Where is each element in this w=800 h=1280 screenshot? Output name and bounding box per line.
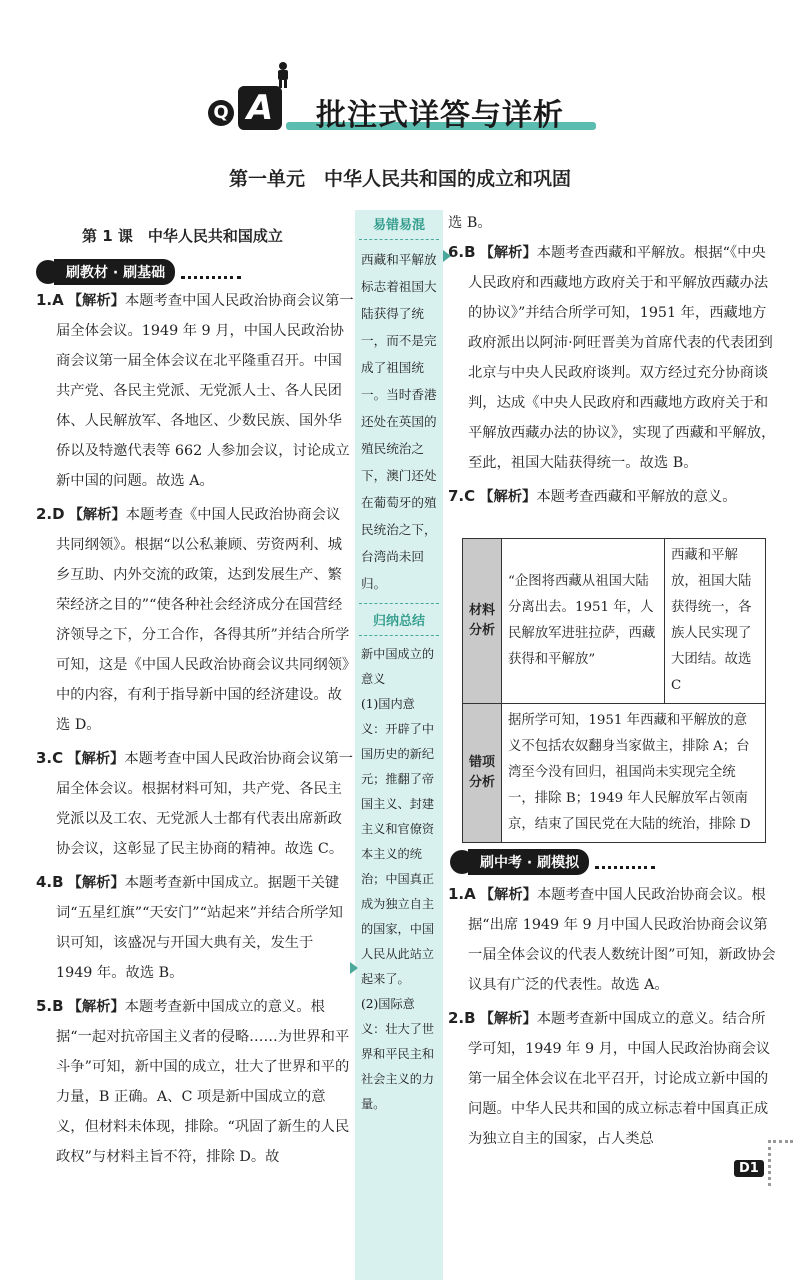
answer-item: 3.C 【解析】本题考查中国人民政治协商会议第一届全体会议。根据材料可知，共产党、各民主党派以及工农、无党派人士都有代表出席新政协会议，这彰显了民主协商的精神。故选 C。 [36, 749, 354, 857]
sidebar-heading-summary: 归纳总结 [372, 614, 425, 629]
answer-item: 1.A 【解析】本题考查中国人民政治协商会议第一届全体会议。1949 年 9 月，中国人民政治协商会议第一届全体会议在北平隆重召开。中国共产党、各民主党派、无党派人士、各人民团体、人民解放军、各地区、少数民族、国外华侨以及特邀代表等 662 人参加会议，讨论成立新中国的问题。故选 A。 [36, 291, 354, 489]
answer-item: 1.A 【解析】本题考查中国人民政治协商会议。根据“出席 1949 年 9 月中国人民政治协商会议第一届全体会议的代表人数统计图”可知，新政协会议具有广泛的代表性。故选 A。 [448, 885, 776, 993]
right-answers-exam [448, 880, 776, 1158]
divider [359, 239, 439, 240]
a-badge: A [238, 86, 282, 130]
banner-exam [450, 850, 655, 874]
section-header [208, 60, 598, 140]
unit-title: 第一单元 中华人民共和国的成立和巩固 [228, 168, 571, 190]
row-label: 材料分析 [463, 539, 502, 704]
answer-item: 4.B 【解析】本题考查新中国成立。据题干关键词“五星红旗”“天安门”“站起来”并结合所学知识可知，该盛况与开国大典有关，发生于 1949 年。故选 B。 [36, 873, 343, 981]
page-number: D1 [734, 1160, 764, 1177]
header-title: 批注式详答与详析 [316, 98, 564, 133]
pointer-arrow-icon [350, 962, 358, 974]
banner-dots [181, 266, 241, 279]
table-cell: 西藏和平解放，祖国大陆获得统一，各族人民实现了大团结。故选 C [665, 539, 766, 704]
answer-item: 5.B 【解析】本题考查新中国成立的意义。根据“一起对抗帝国主义者的侵略……为世界和平斗争”可知，新中国的成立，壮大了世界和平的力量，B 正确。A、C 项是新中国成立的意义，但材料未体现，排除。“巩固了新生的人民政权”与材料主旨不符，排除 D。故 [36, 997, 350, 1165]
table-cell: “企图将西藏从祖国大陆分离出去。1951 年，人民解放军进驻拉萨，西藏获得和平解放” [502, 539, 665, 704]
divider [359, 635, 439, 636]
right-answers [448, 208, 776, 516]
continued-text: 选 B。 [448, 215, 492, 231]
answer-item: 6.B 【解析】本题考查西藏和平解放。根据“《中央人民政府和西藏地方政府关于和平解放西藏办法的协议》”并结合所学可知，1951 年，西藏地方政府派出以阿沛·阿旺晋美为首席代表的代表团到北京与中央人民政府谈判。双方经过充分协商谈判，达成《中央人民政府和西藏地方政府关于和平解放西藏办法的协议》，实现了西藏和平解放，至此，祖国大陆获得统一。故选 B。 [448, 243, 776, 471]
sidebar-heading-mistakes: 易错易混 [372, 218, 425, 233]
reader-person-icon [268, 60, 298, 90]
sidebar-summary-title: 新中国成立的意义 [361, 647, 435, 686]
banner-label: 刷中考 · 刷模拟 [468, 849, 589, 875]
answer-item: 2.D 【解析】本题考查《中国人民政治协商会议共同纲领》。根据“以公私兼顾、劳资两利、城乡互助、内外交流的政策，达到发展生产、繁荣经济之目的”“使各种社会经济成分在国营经济领导之下，分工合作，各得其所”并结合所学可知，这是《中国人民政治协商会议共同纲领》中的内容，有利于指导新中国的经济建设。故选 D。 [36, 505, 350, 733]
answer-item: 2.B 【解析】本题考查新中国成立的意义。结合所学可知，1949 年 9 月，中国人民政治协商会议第一届全体会议在北平召开，讨论成立新中国的问题。中华人民共和国的成立标志着中国真正成为独立自主的国家，占人类总 [448, 1009, 771, 1147]
banner-textbook [36, 260, 241, 284]
table-row [463, 704, 766, 843]
sidebar-summary-international: (2)国际意义：壮大了世界和平民主和社会主义的力量。 [361, 997, 435, 1111]
lesson-title: 第 1 课 中华人民共和国成立 [82, 227, 283, 245]
table-row [463, 539, 766, 704]
divider [359, 603, 439, 604]
corner-dots [768, 1140, 793, 1186]
banner-dots [595, 856, 655, 869]
sidebar-summary-domestic: (1)国内意义：开辟了中国历史的新纪元；推翻了帝国主义、封建主义和官僚资本主义的统治；中国真正成为独立自主的国家，中国人民从此站立起来了。 [361, 697, 435, 986]
banner-label: 刷教材 · 刷基础 [54, 259, 175, 285]
sidebar-note-text: 西藏和平解放标志着祖国大陆获得了统一，而不是完成了祖国统一。当时香港还处在英国的殖民统治之下，澳门还处在葡萄牙的殖民统治之下，台湾尚未回归。 [361, 252, 437, 591]
row-label: 错项分析 [463, 704, 502, 843]
left-answers [36, 286, 354, 1176]
analysis-table [462, 538, 766, 843]
table-cell: 据所学可知，1951 年西藏和平解放的意义不包括农奴翻身当家做主，排除 A；台湾至今没有回归，祖国尚未实现完全统一，排除 B；1949 年人民解放军占领南京，结束了国民党在大陆的统治，排除 D [502, 704, 766, 843]
q-badge: Q [208, 100, 234, 126]
sidebar-notes [355, 210, 443, 1280]
answer-item: 7.C 【解析】本题考查西藏和平解放的意义。 [448, 487, 737, 505]
